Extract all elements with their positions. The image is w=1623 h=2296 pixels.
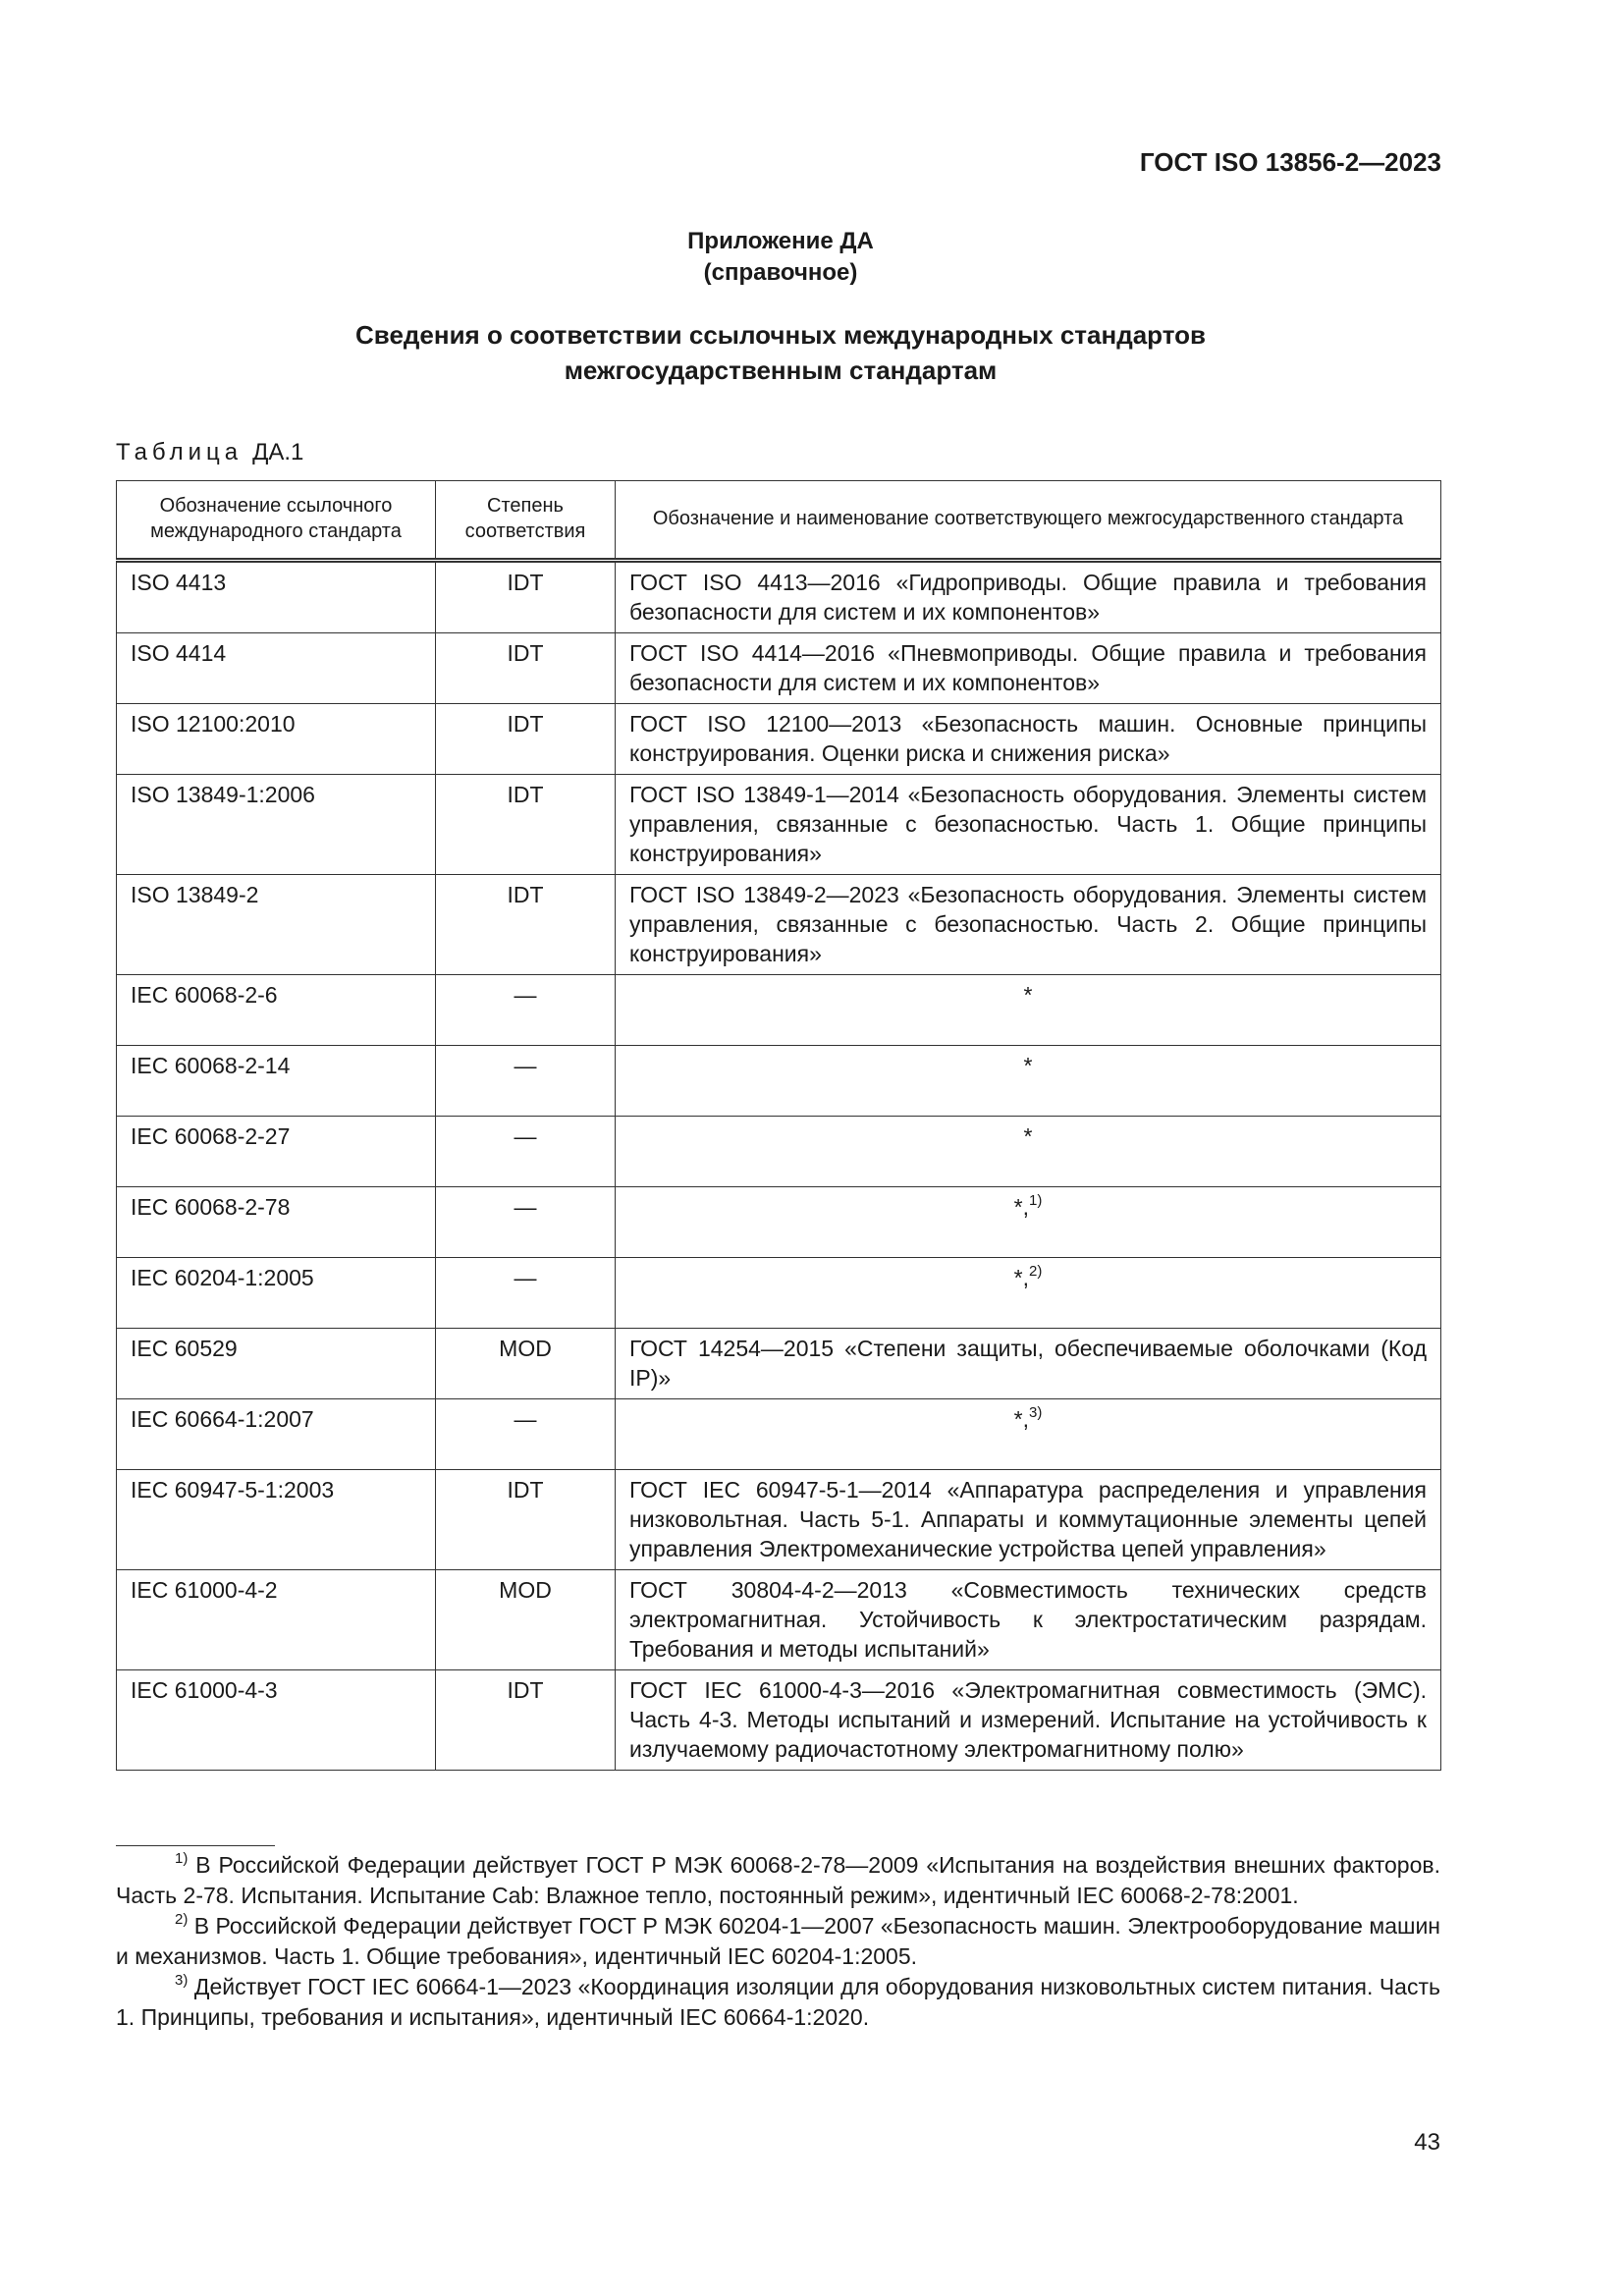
footnote-reference: 3) [1029,1404,1043,1421]
cell-international-standard: ISO 13849-2 [117,875,436,975]
cell-interstate-standard: ГОСТ ISO 4413—2016 «Гидроприводы. Общие правила и требования безопасности для систем и их компонентов» [616,561,1441,633]
cell-degree: IDT [436,775,616,875]
table-caption-number: ДА.1 [252,439,304,465]
table-caption [116,439,303,466]
table-row [117,1329,1441,1399]
cell-international-standard: IEC 61000-4-3 [117,1670,436,1771]
cell-degree: — [436,1399,616,1470]
cell-no-interstate-standard [616,975,1441,1046]
table-row [117,1399,1441,1470]
cell-degree: — [436,975,616,1046]
cell-degree: IDT [436,633,616,704]
cell-international-standard: IEC 60068-2-6 [117,975,436,1046]
footnote-divider [116,1845,275,1846]
document-designation: ГОСТ ISO 13856-2—2023 [1139,147,1441,177]
cell-degree: IDT [436,704,616,775]
asterisk-mark: * [1023,1053,1033,1078]
table-body [117,561,1441,1771]
cell-degree: MOD [436,1329,616,1399]
correspondence-table [116,480,1441,1771]
table-row [117,1117,1441,1187]
cell-international-standard: ISO 12100:2010 [117,704,436,775]
table-row [117,633,1441,704]
table-caption-word: Таблица [116,439,243,465]
cell-interstate-standard: ГОСТ ISO 12100—2013 «Безопасность машин. Основные принципы конструирования. Оценки риска и снижения риска» [616,704,1441,775]
footnote-mark: 2) [175,1911,189,1928]
footnote-reference: 2) [1029,1263,1043,1280]
cell-international-standard: ISO 4413 [117,561,436,633]
asterisk-mark: *, [1013,1406,1029,1432]
table-row [117,561,1441,633]
footnote-text: Действует ГОСТ IEC 60664-1—2023 «Координация изоляции для оборудования низковольтных систем питания. Часть 1. Принципы, требования и испытания», идентичный IEC 60664-1:2020. [116,1974,1440,2030]
asterisk-mark: *, [1013,1265,1029,1290]
header-degree: Степень соответствия [436,481,616,561]
cell-interstate-standard: ГОСТ ISO 13849-1—2014 «Безопасность оборудования. Элементы систем управления, связанные с безопасностью. Часть 1. Общие принципы конструирования» [616,775,1441,875]
cell-degree: IDT [436,1470,616,1570]
footnote-mark: 1) [175,1850,189,1867]
cell-international-standard: IEC 60068-2-27 [117,1117,436,1187]
page-title-line-2: межгосударственным стандартам [564,355,998,385]
cell-international-standard: IEC 61000-4-2 [117,1570,436,1670]
asterisk-mark: * [1023,1123,1033,1149]
footnote-text: В Российской Федерации действует ГОСТ Р МЭК 60068-2-78—2009 «Испытания на воздействия внешних факторов. Часть 2-78. Испытания. Испытание Cab: Влажное тепло, постоянный режим», идентичный IEC 60068-2-78:2001. [116,1852,1440,1908]
page-title-line-1: Сведения о соответствии ссылочных международных стандартов [355,320,1206,350]
cell-international-standard: IEC 60068-2-78 [117,1187,436,1258]
cell-degree: — [436,1258,616,1329]
cell-international-standard: ISO 13849-1:2006 [117,775,436,875]
asterisk-mark: *, [1013,1194,1029,1220]
cell-international-standard: IEC 60947-5-1:2003 [117,1470,436,1570]
cell-interstate-standard: ГОСТ IEC 61000-4-3—2016 «Электромагнитная совместимость (ЭМС). Часть 4-3. Методы испытаний и измерений. Испытание на устойчивость к излучаемому радиочастотному электромагнитному полю» [616,1670,1441,1771]
cell-degree: IDT [436,875,616,975]
table-row [117,975,1441,1046]
cell-degree: IDT [436,1670,616,1771]
table-row [117,704,1441,775]
table-row [117,1670,1441,1771]
table-row [117,1187,1441,1258]
cell-international-standard: IEC 60529 [117,1329,436,1399]
cell-no-interstate-standard [616,1046,1441,1117]
footnote [116,1972,1440,2033]
footnote [116,1911,1440,1972]
footnote [116,1850,1440,1911]
page-title [0,317,1561,388]
cell-international-standard: IEC 60664-1:2007 [117,1399,436,1470]
table-header-row [117,481,1441,561]
cell-degree: IDT [436,561,616,633]
footnote-mark: 3) [175,1972,189,1989]
cell-no-interstate-standard [616,1258,1441,1329]
cell-no-interstate-standard [616,1399,1441,1470]
cell-interstate-standard: ГОСТ 14254—2015 «Степени защиты, обеспечиваемые оболочками (Код IP)» [616,1329,1441,1399]
table-row [117,1570,1441,1670]
cell-degree: — [436,1046,616,1117]
appendix-subtitle: (справочное) [703,259,858,286]
cell-international-standard: ISO 4414 [117,633,436,704]
cell-degree: — [436,1187,616,1258]
table-row [117,775,1441,875]
cell-interstate-standard: ГОСТ ISO 4414—2016 «Пневмоприводы. Общие правила и требования безопасности для систем и их компонентов» [616,633,1441,704]
cell-international-standard: IEC 60204-1:2005 [117,1258,436,1329]
cell-degree: — [436,1117,616,1187]
cell-interstate-standard: ГОСТ IEC 60947-5-1—2014 «Аппаратура распределения и управления низковольтная. Часть 5-1. Аппараты и коммутационные элементы цепей управления Электромеханические устройства цепей управления» [616,1470,1441,1570]
appendix-heading [0,226,1561,289]
footnote-text: В Российской Федерации действует ГОСТ Р МЭК 60204-1—2007 «Безопасность машин. Электрооборудование машин и механизмов. Часть 1. Общие требования», идентичный IEC 60204-1:2005. [116,1913,1440,1969]
table-row [117,1258,1441,1329]
footnote-reference: 1) [1029,1192,1043,1209]
cell-no-interstate-standard [616,1117,1441,1187]
cell-no-interstate-standard [616,1187,1441,1258]
cell-interstate-standard: ГОСТ 30804-4-2—2013 «Совместимость технических средств электромагнитная. Устойчивость к электростатическим разрядам. Требования и методы испытаний» [616,1570,1441,1670]
asterisk-mark: * [1023,982,1033,1008]
header-international-standard: Обозначение ссылочного международного стандарта [117,481,436,561]
footnotes [116,1850,1440,2033]
table-row [117,1470,1441,1570]
page-number: 43 [1414,2129,1440,2156]
cell-degree: MOD [436,1570,616,1670]
cell-interstate-standard: ГОСТ ISO 13849-2—2023 «Безопасность оборудования. Элементы систем управления, связанные с безопасностью. Часть 2. Общие принципы конструирования» [616,875,1441,975]
header-interstate-standard: Обозначение и наименование соответствующего межгосударственного стандарта [616,481,1441,561]
table-row [117,875,1441,975]
cell-international-standard: IEC 60068-2-14 [117,1046,436,1117]
table-row [117,1046,1441,1117]
appendix-title: Приложение ДА [687,228,874,254]
